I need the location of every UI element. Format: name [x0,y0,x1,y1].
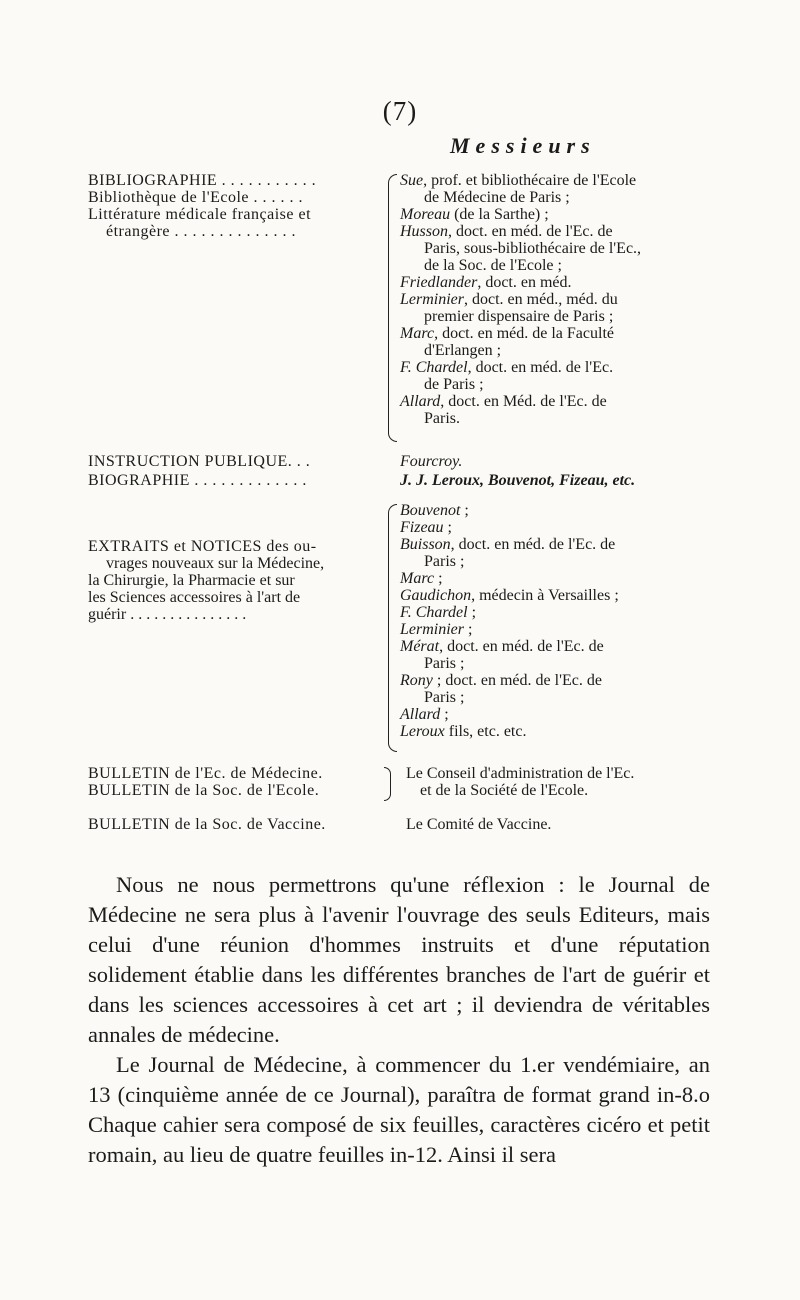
editor-desc: ; [440,706,449,723]
brace [388,504,397,752]
editor-line [400,172,641,189]
editor-name: Gaudichon [400,587,472,604]
editor-desc: de Paris ; [424,376,484,393]
editor-name: Allard [400,393,441,410]
bulletin-label: BULLETIN de l'Ec. de Médecine. [88,765,323,782]
left-line: guérir . . . . . . . . . . . . . . . [88,606,247,623]
editor-name: Moreau [400,206,451,223]
bulletins-right [406,765,634,799]
editor-desc: Paris ; [424,689,465,706]
editor-desc: ; [443,519,452,536]
editor-line [400,410,641,427]
editor-name: Fizeau [400,519,444,536]
editor-name: Marc [400,325,435,342]
editor-desc: , doct. en méd. de l'Ec. [467,359,614,376]
editor-desc: Paris ; [424,553,465,570]
editor-line [400,587,619,604]
editor-desc: , doct. en méd. de l'Ec. de [450,536,616,553]
editor-line [400,308,641,325]
editor-name: F. Chardel [400,604,468,621]
left-line: EXTRAITS et NOTICES des ou- [88,538,317,555]
editor-desc: , doct. en méd., méd. du [464,291,618,308]
section2-right [400,502,619,740]
left-line: Bibliothèque de l'Ecole . . . . . . [88,189,304,206]
editor-desc: fils, etc. etc. [444,723,527,740]
editor-name: Husson [400,223,449,240]
editor-name: Mérat [400,638,440,655]
left-line: BIBLIOGRAPHIE . . . . . . . . . . . [88,172,317,189]
editor-desc: , doct. en méd. de l'Ec. de [439,638,604,655]
editor-name: Lerminier [400,621,464,638]
editor-line [400,342,641,359]
editor-line [400,689,619,706]
editor-line [400,655,619,672]
page-number: (7) [382,96,418,126]
body-text [88,870,710,1170]
editor-line [400,553,619,570]
bulletin-label: BULLETIN de la Soc. de l'Ecole. [88,782,320,799]
editor-desc: (de la Sarthe) ; [450,206,549,223]
left-line: la Chirurgie, la Pharmacie et sur [88,572,295,589]
brace [388,174,397,442]
editor-line [400,274,641,291]
section1-right [400,172,641,427]
vaccine-label: BULLETIN de la Soc. de Vaccine. [88,816,326,833]
editor-desc: ; doct. en méd. de l'Ec. de [432,672,602,689]
paragraph: Le Journal de Médecine, à commencer du 1.er vendémiaire, an 13 (cinquième année de ce Journal), paraîtra de format grand in-8.o Chaque cahier sera composé de six feuilles, caractères cicéro et petit romain, au lieu de quatre feuilles in-12. Ainsi il sera [88,1052,710,1167]
bulletin-editor: et de la Société de l'Ecole. [420,782,589,799]
instruction-editor: Fourcroy. [400,453,463,470]
editor-desc: , médecin à Versailles ; [471,587,619,604]
editor-line [400,325,641,342]
editor-line [400,672,619,689]
editor-desc: Paris ; [424,655,465,672]
vaccine-editor: Le Comité de Vaccine. [406,816,552,833]
editor-line [400,257,641,274]
editor-desc: ; [460,502,469,519]
editor-line [400,189,641,206]
editor-line [400,723,619,740]
editor-line [400,706,619,723]
section1-left [88,172,316,240]
editor-line [400,638,619,655]
editor-line [400,502,619,519]
paragraph: Nous ne nous permettrons qu'une réflexion : le Journal de Médecine ne sera plus à l'avenir l'ouvrage des seuls Editeurs, mais celui d'une réunion d'hommes instruits et d'une réputation solidement établie dans les différentes branches de l'art de guérir et dans les sciences accessoires à cet art ; il deviendra de véritables annales de médecine. [88,872,710,1047]
brace [384,767,391,801]
editor-name: Sue [400,172,424,189]
left-line: Littérature médicale française et [88,206,312,223]
editor-name: Rony [400,672,433,689]
editor-line [400,359,641,376]
editor-name: Leroux [400,723,445,740]
editor-line [400,291,641,308]
editor-desc: Paris, sous-bibliothécaire de l'Ec., [424,240,642,257]
editor-desc: , doct. en méd. de la Faculté [434,325,614,342]
bulletins-left [88,765,323,799]
editor-desc: de Médecine de Paris ; [424,189,570,206]
editor-name: Buisson [400,536,451,553]
editor-desc: premier dispensaire de Paris ; [424,308,614,325]
biographie-label: BIOGRAPHIE . . . . . . . . . . . . . [88,472,307,489]
editor-desc: ; [464,621,473,638]
editor-desc: , doct. en Méd. de l'Ec. de [440,393,607,410]
editor-desc: , doct. en méd. de l'Ec. de [448,223,613,240]
editor-desc: Paris. [424,410,460,427]
editor-line [400,604,619,621]
editor-line [400,206,641,223]
editor-line [400,223,641,240]
editor-name: Marc [400,570,435,587]
editor-line [400,536,619,553]
bulletin-editor: Le Conseil d'administration de l'Ec. [406,765,635,782]
section2-left [88,538,324,623]
left-line: vrages nouveaux sur la Médecine, [106,555,325,572]
editor-desc: ; [434,570,443,587]
editor-name: Lerminier [400,291,464,308]
editor-line [400,621,619,638]
editor-name: Allard [400,706,441,723]
editor-name: Bouvenot [400,502,461,519]
editor-desc: , prof. et bibliothécaire de l'Ecole [423,172,637,189]
editor-desc: , doct. en méd. [477,274,572,291]
editor-line [400,519,619,536]
editor-line [400,376,641,393]
left-line: les Sciences accessoires à l'art de [88,589,301,606]
editor-desc: d'Erlangen ; [424,342,502,359]
editor-name: F. Chardel [400,359,468,376]
editor-desc: de la Soc. de l'Ecole ; [424,257,562,274]
editor-line [400,240,641,257]
left-line: étrangère . . . . . . . . . . . . . . [106,223,297,240]
messieurs-heading: Messieurs [450,133,596,158]
biographie-editors: J. J. Leroux, Bouvenot, Fizeau, etc. [400,472,636,489]
editor-desc: ; [467,604,477,621]
editor-line [400,393,641,410]
editor-name: Friedlander [400,274,478,291]
editor-line [400,570,619,587]
instruction-label: INSTRUCTION PUBLIQUE. . . [88,453,311,470]
